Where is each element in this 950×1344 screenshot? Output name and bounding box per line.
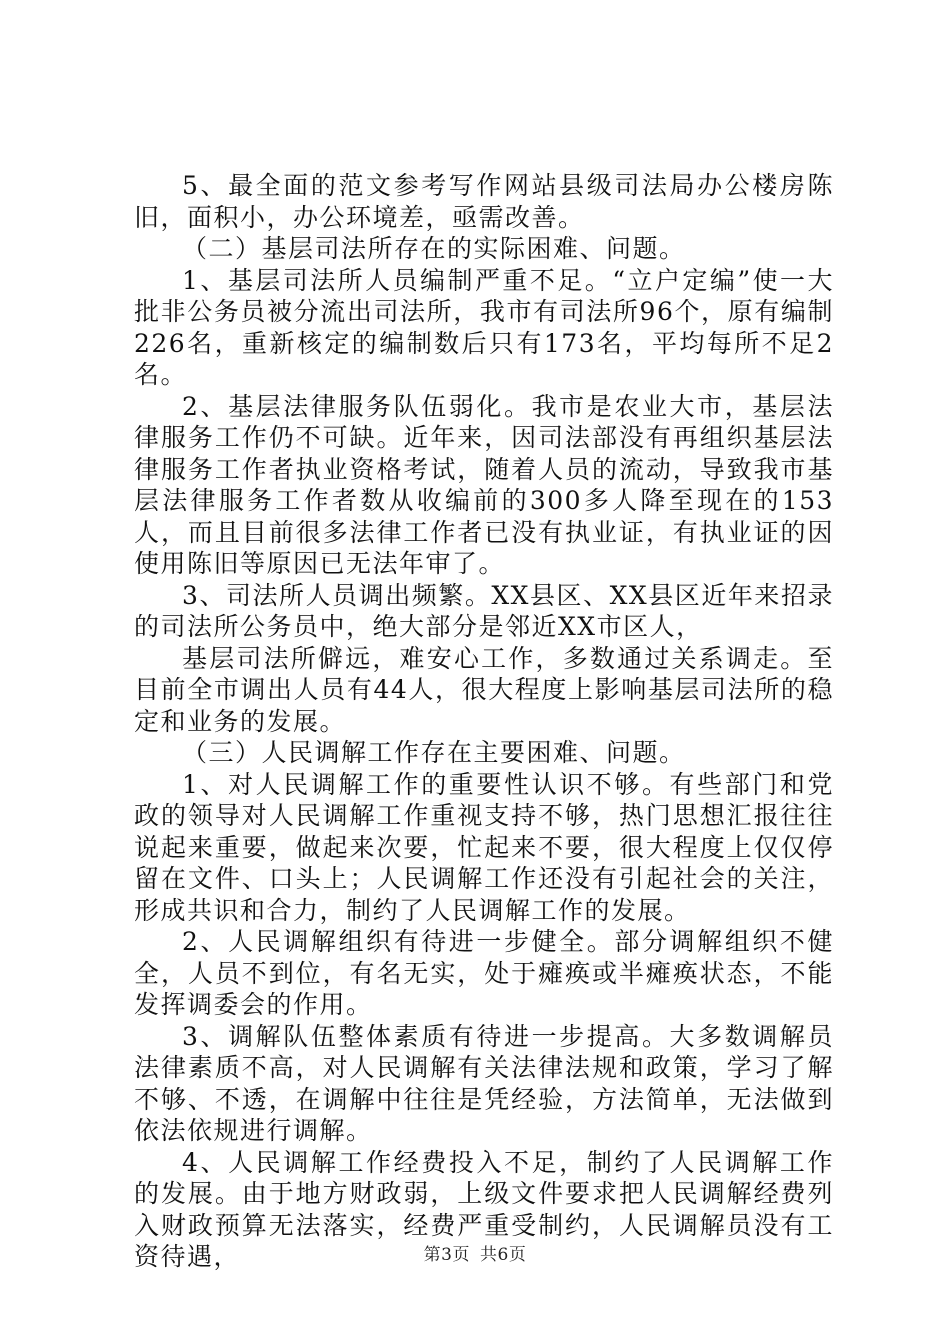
section-heading-mediation: （三）人民调解工作存在主要困难、问题。 [182, 738, 686, 767]
page-footer [0, 1240, 950, 1265]
paragraph-office-building: 5、最全面的范文参考写作网站县级司法局办公楼房陈旧，面积小，办公环境差，亟需改善。 [134, 171, 834, 232]
paragraph-mediation-quality: 3、调解队伍整体素质有待进一步提高。大多数调解员法律素质不高，对人民调解有关法律法规和政策，学习了解不够、不透，在调解中往往是凭经验，方法简单，无法做到依法依规进行调解。 [134, 1021, 834, 1145]
paragraph-mediation-awareness: 1、对人民调解工作的重要性认识不够。有些部门和党政的领导对人民调解工作重视支持不够，热门思想汇报往往说起来重要，做起来次要，忙起来不要，很大程度上仅仅停留在文件、口头上；人民调解工作还没有引起社会的关注，形成共识和合力，制约了人民调解工作的发展。 [134, 769, 834, 925]
paragraph-staffing-shortage: 1、基层司法所人员编制严重不足。“立户定编”使一大批非公务员被分流出司法所，我市有司法所96个，原有编制226名，重新核定的编制数后只有173名，平均每所不足2名。 [134, 265, 834, 389]
section-heading-judicial-offices: （二）基层司法所存在的实际困难、问题。 [182, 234, 686, 263]
paragraph-staff-transfers-continued: 基层司法所僻远，难安心工作，多数通过关系调走。至目前全市调出人员有44人，很大程度上影响基层司法所的稳定和业务的发展。 [134, 643, 834, 736]
paragraph-staff-transfers: 3、司法所人员调出频繁。XX县区、XX县区近年来招录的司法所公务员中，绝大部分是邻近XX市区人， [134, 580, 834, 641]
paragraph-mediation-funding: 4、人民调解工作经费投入不足，制约了人民调解工作的发展。由于地方财政弱，上级文件要求把人民调解经费列入财政预算无法落实，经费严重受制约，人民调解员没有工资待遇， [134, 1147, 834, 1271]
page-total: 共6页 [480, 1245, 527, 1265]
document-body [134, 170, 834, 1273]
paragraph-mediation-organization: 2、人民调解组织有待进一步健全。部分调解组织不健全，人员不到位，有名无实，处于瘫痪或半瘫痪状态，不能发挥调委会的作用。 [134, 927, 834, 1019]
paragraph-legal-service-team: 2、基层法律服务队伍弱化。我市是农业大市，基层法律服务工作仍不可缺。近年来，因司法部没有再组织基层法律服务工作者执业资格考试，随着人员的流动，导致我市基层法律服务工作者数从收编前的300多人降至现在的153人，而且目前很多法律工作者已没有执业证，有执业证的因使用陈旧等原因已无法年审了。 [134, 391, 834, 578]
page-number: 第3页 [423, 1245, 470, 1265]
